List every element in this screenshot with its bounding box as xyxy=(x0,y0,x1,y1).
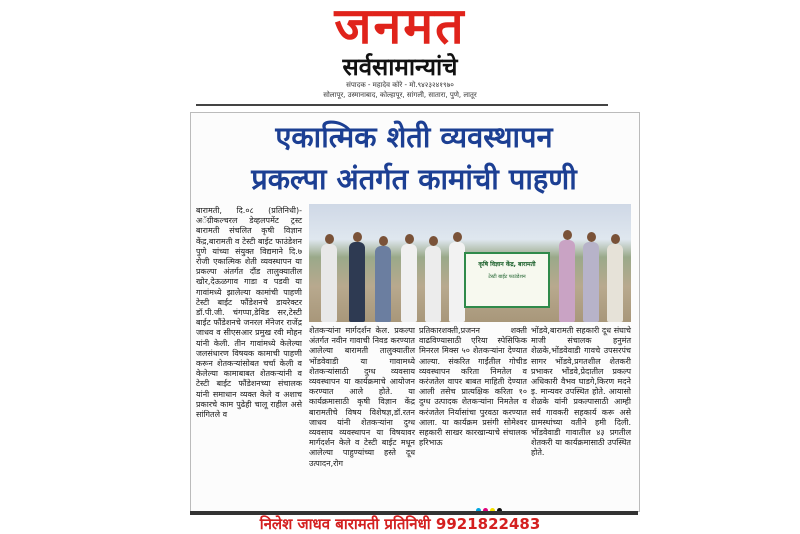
person xyxy=(607,244,623,322)
person xyxy=(583,242,599,322)
headline-line-1: एकात्मिक शेती व्यवस्थापन xyxy=(275,120,553,154)
headline-line-2: प्रकल्पा अंतर्गत कामांची पाहणी xyxy=(251,162,577,196)
cities-line: सोलापूर, उस्मानाबाद, कोल्हापूर, सांगली, सातारा, पुणे, लातूर xyxy=(323,91,477,99)
person xyxy=(425,246,441,322)
person xyxy=(559,240,575,322)
article-column-3: प्रतिकारशक्ती,प्रजनन शक्ती वाढविण्यासाठी एरिया स्पेसिफिक मिनरल मिक्स ५० शेतकऱ्यांना देण्यात आल्या. संकरित गाईंतील गोचीड व्यवस्थापन करिता निमतेल व करंजतेल वापर बाबत माहिती देण्यात आली तसेच प्रात्यक्षिक करिता १० दुग्ध उत्पादक शेतकऱ्यांना निमतेल व करंजतेल निर्यासांचा पुरवठा करण्यात आला. या कार्यक्रम प्रसंगी सोमेश्वर सहकारी साखर कारखान्याचे संचालक हरिभाऊ xyxy=(419,326,527,448)
person-head xyxy=(429,236,438,246)
person-head xyxy=(325,234,334,244)
banner-subtitle: टेस्टी बाईट फाउंडेशन xyxy=(488,274,526,280)
person-head xyxy=(453,232,462,242)
person-head xyxy=(405,234,414,244)
editor-line: संपादक - महादेव कोरे - मो.९४२३२४१९७० xyxy=(346,81,454,89)
person xyxy=(375,246,391,322)
person xyxy=(321,244,337,322)
person xyxy=(349,242,365,322)
masthead-rule xyxy=(196,104,608,106)
photo-banner xyxy=(464,252,550,308)
article-column-2: शेतकऱ्यांना मार्गदर्शन केल. प्रकल्पा अंतर्गत नवीन गावाची निवड करण्यात आलेल्या बारामती तालुक्यातील भोंडवेवाडी या गावामध्ये शेतकऱ्यांसाठी दुग्ध व्यवसाय व्यवस्थापन या कार्यक्रमाचे आयोजन करण्यात आले होते. या कार्यक्रमासाठी कृषी विज्ञान केंद्र बारामतीचे विषय विशेषज्ञ,डॉ.रतन जाधव यांनी शेतकऱ्यांना दुग्ध व्यवसाय व्यवस्थापन या विषयावर मार्गदर्शन केले व टेस्टी बाईट मधून आलेल्या पाहुण्यांच्या हस्ते दूध उत्पादन,रोग xyxy=(309,326,415,468)
person-head xyxy=(611,234,620,244)
masthead-title: जनमत xyxy=(334,0,466,55)
person xyxy=(449,242,465,322)
masthead-subtitle: सर्वसामान्यांचे xyxy=(342,52,458,81)
person-head xyxy=(379,236,388,246)
banner-title: कृषि विज्ञान केंद्र, बारामती xyxy=(478,261,536,268)
article-column-4: भोंडवे,बारामती सहकारी दूध संघाचे माजी संचालक हनुमंत शेळके,भोंडवेवाडी गावचे उपसरपंच सागर भोंडवे,प्रगतशील शेतकरी प्रभाकर भोंडवे,प्रेदातील प्रकल्प अधिकारी वैभव घाडगे,किरण मदने इ. मान्यवर उपस्थित होते. आयासो शेळके यांनी प्रकल्पासाठी आम्ही सर्व गावकरी सहकार्य करू असे ग्रामस्थांच्या वतीने हमी दिली. भोंडवेवाडी गावातील ४३ प्रगतील शेतकरी या कार्यक्रमासाठी उपस्थित होते. xyxy=(531,326,631,458)
person-head xyxy=(563,230,572,240)
article-column-1: बारामती, दि.०८ (प्रतिनिधी)- अॅग्रीकल्चरल डेव्हलपमेंट ट्रस्ट बारामती संचलित कृषी विज्ञान केंद्र,बारामती व टेस्टी बाईट फाउंडेशन पुणे यांच्या संयुक्त विद्यमाने दि.७ रोजी एकात्मिक शेती व्यवस्थापन या प्रकल्पा अंतर्गत दौंड तालुक्यातील खोर,देऊळगाव गाडा व पडवी या गावांमध्ये झालेल्या कामांची पाहणी टेस्टी बाईट फौंडेशनचे डायरेक्टर डॉ.पी.जी. चंगप्पा,डेविड सर,टेस्टी बाईट फौंडेशनचे जनरल मॅनेजर राजेंद्र जाधव व सीएसआर प्रमुख रवी मोहन यांनी केली. तीन गावांमध्ये केलेल्या जलसंधारण विषयक कामाची पाहणी करून शेतकऱ्यांसोबत चर्चा केली व केलेल्या कामाबाबत शेतकऱ्यांनी व टेस्टी बाईट फौंडेशनच्या संचालक यांनी समाधान व्यक्त केले व अशाच प्रकारचे काम पुढेही चालू राहील असे सांगितले व xyxy=(196,206,302,420)
person-head xyxy=(353,232,362,242)
person-head xyxy=(587,232,596,242)
person xyxy=(401,244,417,322)
reporter-credit: निलेश जाधव बारामती प्रतिनिधी 9921822483 xyxy=(259,515,541,533)
